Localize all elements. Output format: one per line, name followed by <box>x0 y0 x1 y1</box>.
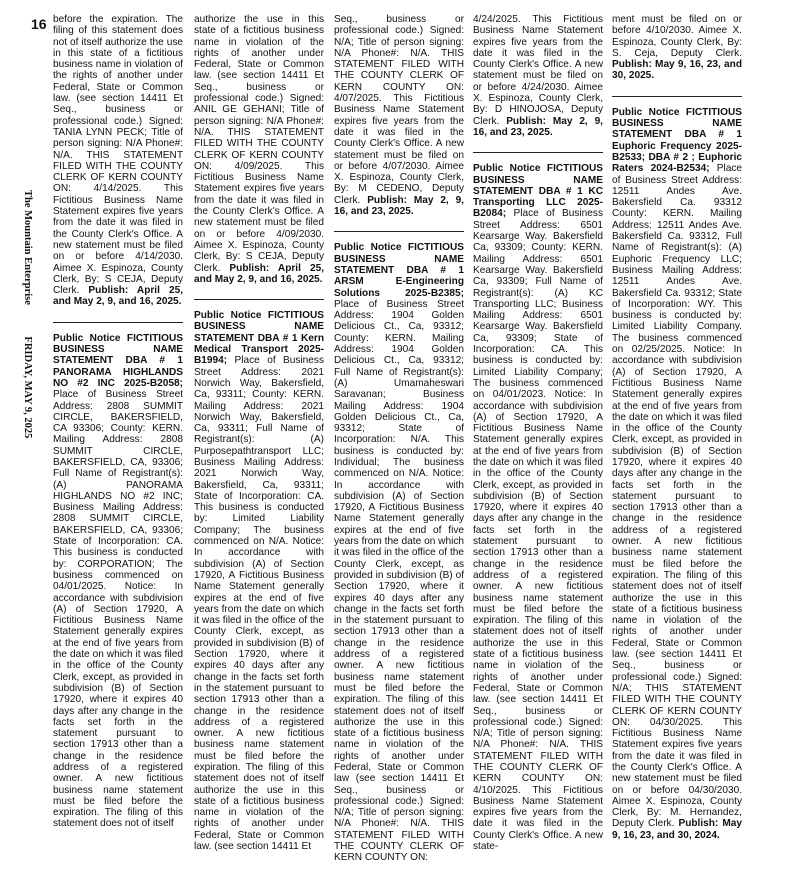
public-notice <box>194 299 324 852</box>
notice-body <box>194 14 324 285</box>
notice-title: Public Notice FICTITIOUS BUSINESS NAME STATEMENT DBA # 1 ARSM E-Engineering Solutions 2025-B2385; <box>334 242 464 299</box>
notice-text: Place of Business Street Address: 2808 SUMMIT CIRCLE, BAKERSFIELD, CA 93306; County: KERN. Mailing Address: 2808 SUMMIT CIRCLE, BAKERSFIELD, CA, 93306; Full Name of Registrant(s): (A) PANORAMA HIGHLANDS NO #2 INC; Business Mailing Address: 2808 SUMMIT CIRCLE, BAKERSFIELD, CA, 93306; State of Incorporation: CA. This business is conducted by: CORPORATION; The business commenced on 04/01/2025. Notice: In accordance with subdivision (A) of Section 17920, A Fictitious Business Name Statement generally expires at the end of five years from the date on which it was filed in the office of the County Clerk, except, as provided in subdivision (B) of Section 17920, where it expires 40 days after any change in the facts set forth in the statement pursuant to section 17913 other than a change in the residence address of a registered owner. A new fictitious business name statement must be filed before the expiration. The filing of this statement does not of itself <box>53 389 183 830</box>
column-1 <box>53 14 183 880</box>
notice-text: ment must be filed on or before 4/10/2030. Aimee X. Espinoza, County Clerk, By: S. Ceja, Deputy Clerk. <box>612 14 742 59</box>
issue-date: FRIDAY, MAY 9, 2025 <box>22 336 33 439</box>
publish-dates: Publish: May 2, 9, 16, and 23, 2025. <box>473 115 603 138</box>
notice-text: Place of Business Street Address: 1904 Golden Delicious Ct., Ca, 93312; County: KERN. Mailing Address: 1904 Golden Delicious Ct., Ca, 93312; Full Name of Registrant(s): (A) Umamaheswari Saravanan; Business Mailing Address: 1904 Golden Delicious Ct., Ca, 93312; State of Incorporation: N/A. This business is conducted by: Individual; The business commenced on N/A. Notice: In accordance with subdivision (A) of Section 17920, A Fictitious Business Name Statement generally expires at the end of five years from the date on which it was filed in the office of the County Clerk, except, as provided in subdivision (B) of Section 17920, where it expires 40 days after any change in the facts set forth in the statement pursuant to section 17913 other than a change in the residence address of a registered owner. A new fictitious business name statement must be filed before the expiration. The filing of this statement does not of itself authorize the use in this state of a fictitious business name in violation of the rights of another under Federal, State or Common law (see section 14411 Et Seq., business or professional code.) Signed: N/A; Title of person signing: N/A Phone#: N/A. THIS STATEMENT FILED WITH THE COUNTY CLERK OF KERN COUNTY ON: <box>334 298 464 864</box>
notice-title: Public Notice FICTITIOUS BUSINESS NAME STATEMENT DBA # 1 Kern Medical Transport 2025-B1994; <box>194 310 324 367</box>
notice-continuation <box>612 14 742 82</box>
notice-text: 4/24/2025. This Fictitious Business Name Statement expires five years from the date it was filed in the County Clerk's Office. A new statement must be filed on or before 4/24/2030. Aimee X. Espinoza, County Clerk, By: D HINOJOSA, Deputy Clerk. <box>473 14 603 127</box>
column-4 <box>473 14 603 880</box>
notice-continuation <box>53 14 183 308</box>
notice-text: before the expiration. The filing of this statement does not of itself authorize the use in this state of a fictitious business name in violation of the rights of another under Federal, State or Common law. (see section 14411 Et Seq., business or professional code.) Signed: TANIA LYNN PECK; Title of person signing: N/A Phone#: N/A. THIS STATEMENT FILED WITH THE COUNTY CLERK OF KERN COUNTY ON: 4/14/2025. This Fictitious Business Name Statement expires five years from the date it was filed in the County Clerk's Office. A new statement must be filed on or before 4/14/2030. Aimee X. Espinoza, County Clerk, By: S CEJA, Deputy Clerk. <box>53 14 183 297</box>
notice-text: Place of Business Street Address: 2021 Norwich Way, Bakersfield, Ca, 93311; County: KERN. Mailing Address: 2021 Norwich Way, Bakersfield, Ca, 93311; Full Name of Registrant(s): (A) Purposepathtransport LLC; Business Mailing Address: 2021 Norwich Way, Bakersfield, Ca, 93311; State of Incorporation: CA. This business is conducted by: Limited Liability Company; The business commenced on N/A. Notice: In accordance with subdivision (A) of Section 17920, A Fictitious Business Name Statement generally expires at the end of five years from the date on which it was filed in the office of the County Clerk, except, as provided in subdivision (B) of Section 17920, where it expires 40 days after any change in the facts set forth in the statement pursuant to section 17913 other than a change in the residence address of a registered owner. A new fictitious business name statement must be filed before the expiration. The filing of this statement does not of itself authorize the use in this state of a fictitious business name in violation of the rights of another under Federal, State or Common law. (see section 14411 Et <box>194 355 324 853</box>
masthead-sidebar <box>20 190 46 439</box>
notice-text: Place of Business Street Address: 12511 Andes Ave. Bakersfield Ca. 93312 County: KERN. Mailing Address: 12511 Andes Ave. Bakersfield Ca. 93312, Full Name of Registrant(s): (A) Euphoric Frequency LLC; Business Mailing Address: 12511 Andes Ave. Bakersfield Ca. 93312; State of Incorporation: WY. This business is conducted by: Limited Liability Company. The business commenced on 02/25/2025. Notice: In accordance with subdivision (A) of Section 17920, A Fictitious Business Name Statement generally expires at the end of five years from the date on which it was filed in the office of the County Clerk, except, as provided in subdivision (B) of Section 17920, where it expires 40 days after any change in the facts set forth in the statement pursuant to section 17913 other than a change in the residence address of a registered owner. A new fictitious business name statement must be filed before the expiration. The filing of this statement does not of itself authorize the use in this state of a fictitious business name in violation of the rights of another under Federal, State or Common law. (see section 14411 Et Seq., business or professional code.) Signed: N/A; THIS STATEMENT FILED WITH THE COUNTY CLERK OF KERN COUNTY ON: 04/30/2025. This Fictitious Business Name Statement expires five years from the date it was filed in the County Clerk's Office. A new statement must be filed on or before 04/30/2030. Aimee X. Espinoza, County Clerk, By: M. Hernandez, Deputy Clerk. <box>612 163 742 830</box>
notice-body <box>473 163 603 852</box>
notice-body <box>612 14 742 82</box>
notice-body <box>334 242 464 863</box>
notice-continuation <box>334 14 464 217</box>
public-notice <box>473 152 603 852</box>
masthead-text <box>22 190 33 438</box>
notice-body <box>194 310 324 852</box>
column-3 <box>334 14 464 880</box>
page-number: 16 <box>31 16 47 32</box>
publish-dates: Publish: May 9, 16, 23, and 30, 2024. <box>612 818 742 841</box>
notice-body <box>473 14 603 138</box>
public-notice <box>612 96 742 841</box>
paper-name: The Mountain Enterprise <box>22 190 33 305</box>
column-2 <box>194 14 324 880</box>
notice-continuation <box>194 14 324 285</box>
notice-text: Place of Business Street Address: 6501 Kearsarge Way. Bakersfield Ca, 93309; County: KERN. Mailing Address: 6501 Kearsarge Way. Bakersfield Ca, 93309; Full Name of Registrant(s): (A) KC Transporting LLC; Business Mailing Address: 6501 Kearsarge Way. Bakersfield Ca, 93309; State of Incorporation: CA. This business is conducted by: Limited Liability Company; The business commenced on 04/01/2023. Notice: In accordance with subdivision (A) of Section 17920, A Fictitious Business Name Statement generally expires at the end of five years from the date on which it was filed in the office of the County Clerk, except, as provided in subdivision (B) of Section 17920, where it expires 40 days after any change in the facts set forth in the statement pursuant to section 17913 other than a change in the residence address of a registered owner. A new fictitious business name statement must be filed before the expiration. The filing of this statement does not of itself authorize the use in this state of a fictitious business name in violation of the rights of another under Federal, State or Common law. (see section 14411 Et Seq., business or professional code.) Signed: N/A; Title of person signing: N/A Phone#: N/A. THIS STATEMENT FILED WITH THE COUNTY CLERK OF KERN COUNTY ON: 4/10/2025. This Fictitious Business Name Statement expires five years from the date it was filed in the County Clerk's Office. A new state- <box>473 208 603 853</box>
public-notice <box>334 231 464 863</box>
notice-body <box>53 333 183 830</box>
notice-text: Seq., business or professional code.) Signed: N/A; Title of person signing: N/A Phone#: N/A. THIS STATEMENT FILED WITH THE COUNTY CLERK OF KERN COUNTY ON: 4/07/2025. This Fictitious Business Name Statement expires five years from the date it was filed in the County Clerk's Office. A new statement must be filed on or before 4/07/2030. Aimee X. Espinoza, County Clerk, By: M CEDENO, Deputy Clerk. <box>334 14 464 206</box>
notice-continuation <box>473 14 603 138</box>
notice-title: Public Notice FICTITIOUS BUSINESS NAME STATEMENT DBA # 1 Euphoric Frequency 2025-B2533; DBA # 2 ; Euphoric Raters 2024-B2534; <box>612 106 742 175</box>
publish-dates: Publish: April 25, and May 2, 9, and 16, 2025. <box>53 285 183 308</box>
publish-dates: Publish: May 2, 9, 16, and 23, 2025. <box>334 194 464 218</box>
notice-text: authorize the use in this state of a fictitious business name in violation of the rights of another under Federal, State or Common law. (see section 14411 Et Seq., business or professional code.) Signed: ANIL GE GEHANI; Title of person signing: N/A Phone#: N/A. THIS STATEMENT FILED WITH THE COUNTY CLERK OF KERN COUNTY ON: 4/09/2025. This Fictitious Business Name Statement expires five years from the date it was filed in the County Clerk's Office. A new statement must be filed on or before 4/09/2030. Aimee X. Espinoza, County Clerk, By: S CEJA, Deputy Clerk. <box>194 14 324 274</box>
column-5 <box>612 14 742 880</box>
publish-dates: Publish: May 9, 16, 23, and 30, 2025. <box>612 59 742 82</box>
notice-body <box>334 14 464 217</box>
notice-title: Public Notice FICTITIOUS BUSINESS NAME STATEMENT DBA # 1 KC Transporting LLC 2025-B2084; <box>473 163 603 220</box>
publish-dates: Publish: April 25, and May 2, 9, and 16, 2025. <box>194 262 324 285</box>
notice-body <box>53 14 183 308</box>
notice-body <box>612 107 742 841</box>
public-notice <box>53 322 183 830</box>
notice-title: Public Notice FICTITIOUS BUSINESS NAME STATEMENT DBA # 1 PANORAMA HIGHLANDS NO #2 INC 2025-B2058; <box>53 332 183 389</box>
